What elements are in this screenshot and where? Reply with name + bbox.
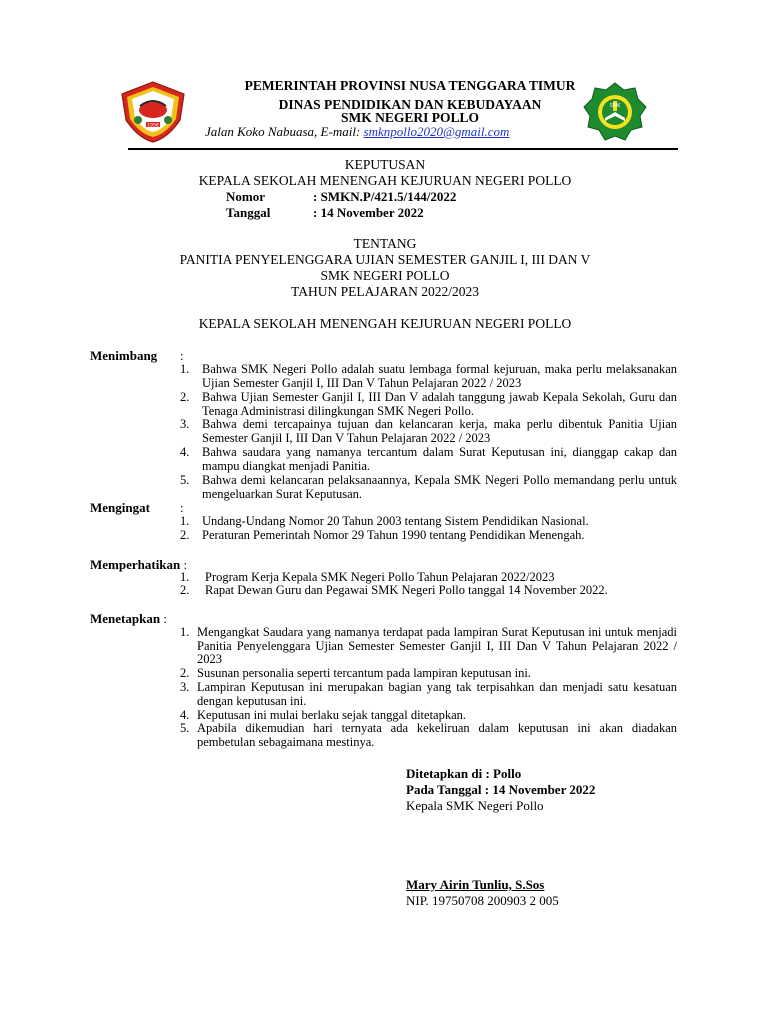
letterhead-line-2: DINAS PENDIDIKAN DAN KEBUDAYAAN — [278, 97, 542, 112]
menimbang-item: 1. Bahwa SMK Negeri Pollo adalah suatu lembaga formal kejuruan, maka perlu melaksanakan Ujian Semester Ganjil I, III Dan V Tahun Pelajaran 2022 / 2023 — [180, 362, 677, 390]
menetapkan-item: 4. Keputusan ini mulai berlaku sejak tanggal ditetapkan. — [180, 708, 467, 722]
letterhead-address — [205, 124, 509, 140]
section-mengingat-label: Mengingat — [90, 500, 150, 515]
decree-issuer: KEPALA SEKOLAH MENENGAH KEJURUAN NEGERI POLLO — [198, 173, 572, 188]
signatory-name: Mary Airin Tunliu, S.Sos — [406, 877, 545, 892]
about-line-1: PANITIA PENYELENGGARA UJIAN SEMESTER GANJIL I, III DAN V — [179, 252, 591, 267]
signatory-nip: NIP. 19750708 200903 2 005 — [406, 893, 559, 908]
pada-tanggal: Pada Tanggal : 14 November 2022 — [406, 782, 596, 797]
menimbang-item: 3. Bahwa demi tercapainya tujuan dan kelancaran kerja, maka perlu dibentuk Panitia Ujian Semester Ganjil I, III Dan V Tahun Pelajaran 2022 / 2023 — [180, 417, 677, 445]
menimbang-item: 2. Bahwa Ujian Semester Ganjil I, III Dan V adalah tanggung jawab Kepala Sekolah, Guru dan Tenaga Administrasi dilingkungan SMK Negeri Pollo. — [180, 390, 677, 418]
menimbang-item: 5. Bahwa demi kelancaran pelaksanaannya, Kepala SMK Negeri Pollo memandang perlu untuk mengeluarkan Surat Keputusan. — [180, 473, 677, 501]
section-menimbang-label: Menimbang — [90, 348, 158, 363]
letterhead-divider — [128, 148, 678, 150]
memperhatikan-item: 1. Program Kerja Kepala SMK Negeri Pollo Tahun Pelajaran 2022/2023 — [180, 570, 555, 584]
ditetapkan-di: Ditetapkan di : Pollo — [406, 766, 522, 781]
menetapkan-item: 1. Mengangkat Saudara yang namanya terdapat pada lampiran Surat Keputusan ini untuk menjadi Panitia Penyelenggara Ujian Semester Semester Ganjil I, III Dan V Tahun Pelajaran 2022 / 2023 — [180, 625, 677, 666]
menimbang-item: 4. Bahwa saudara yang namanya tercantum dalam Surat Keputusan ini, dianggap cakap dan mampu diangkat menjadi Panitia. — [180, 445, 677, 473]
section-memperhatikan-label: Memperhatikan : — [90, 557, 188, 572]
section-menetapkan-label: Menetapkan : — [90, 611, 167, 626]
email-link[interactable]: smknpollo2020@gmail.com — [363, 124, 510, 139]
mengingat-item: 1. Undang-Undang Nomor 20 Tahun 2003 tentang Sistem Pendidikan Nasional. — [180, 514, 589, 528]
decree-title: KEPUTUSAN — [344, 157, 426, 172]
nomor-value: : SMKN.P/421.5/144/2022 — [313, 189, 457, 204]
letterhead-line-3: SMK NEGERI POLLO — [340, 110, 480, 125]
nomor-label: Nomor — [226, 189, 265, 204]
emblem-year: 1958 — [147, 123, 159, 129]
about-label: TENTANG — [353, 236, 417, 251]
tanggal-value: : 14 November 2022 — [313, 205, 424, 220]
menetapkan-item: 3. Lampiran Keputusan ini merupakan bagian yang tak terpisahkan dan menjadi satu kesatuan dengan keputusan ini. — [180, 680, 677, 708]
section-menimbang-colon: : — [180, 348, 184, 363]
memperhatikan-item: 2. Rapat Dewan Guru dan Pegawai SMK Negeri Pollo tanggal 14 November 2022. — [180, 583, 608, 597]
mengingat-item: 2. Peraturan Pemerintah Nomor 29 Tahun 1990 tentang Pendidikan Menengah. — [180, 528, 585, 542]
address-text: Jalan Koko Nabuasa, E-mail: — [205, 124, 364, 139]
signatory-position: Kepala SMK Negeri Pollo — [406, 798, 544, 813]
about-line-2: SMK NEGERI POLLO — [320, 268, 450, 283]
section-mengingat-colon: : — [180, 500, 184, 515]
letterhead-line-1: PEMERINTAH PROVINSI NUSA TENGGARA TIMUR — [244, 78, 576, 93]
decree-heading-2: KEPALA SEKOLAH MENENGAH KEJURUAN NEGERI POLLO — [198, 316, 572, 331]
about-line-3: TAHUN PELAJARAN 2022/2023 — [291, 284, 479, 299]
menetapkan-item: 5. Apabila dikemudian hari ternyata ada kekeliruan dalam keputusan ini akan diadakan pembetulan sebagaimana mestinya. — [180, 721, 677, 749]
emblem-label: SMK — [609, 103, 621, 109]
menetapkan-item: 2. Susunan personalia seperti tercantum pada lampiran keputusan ini. — [180, 666, 531, 680]
tanggal-label: Tanggal — [226, 205, 271, 220]
